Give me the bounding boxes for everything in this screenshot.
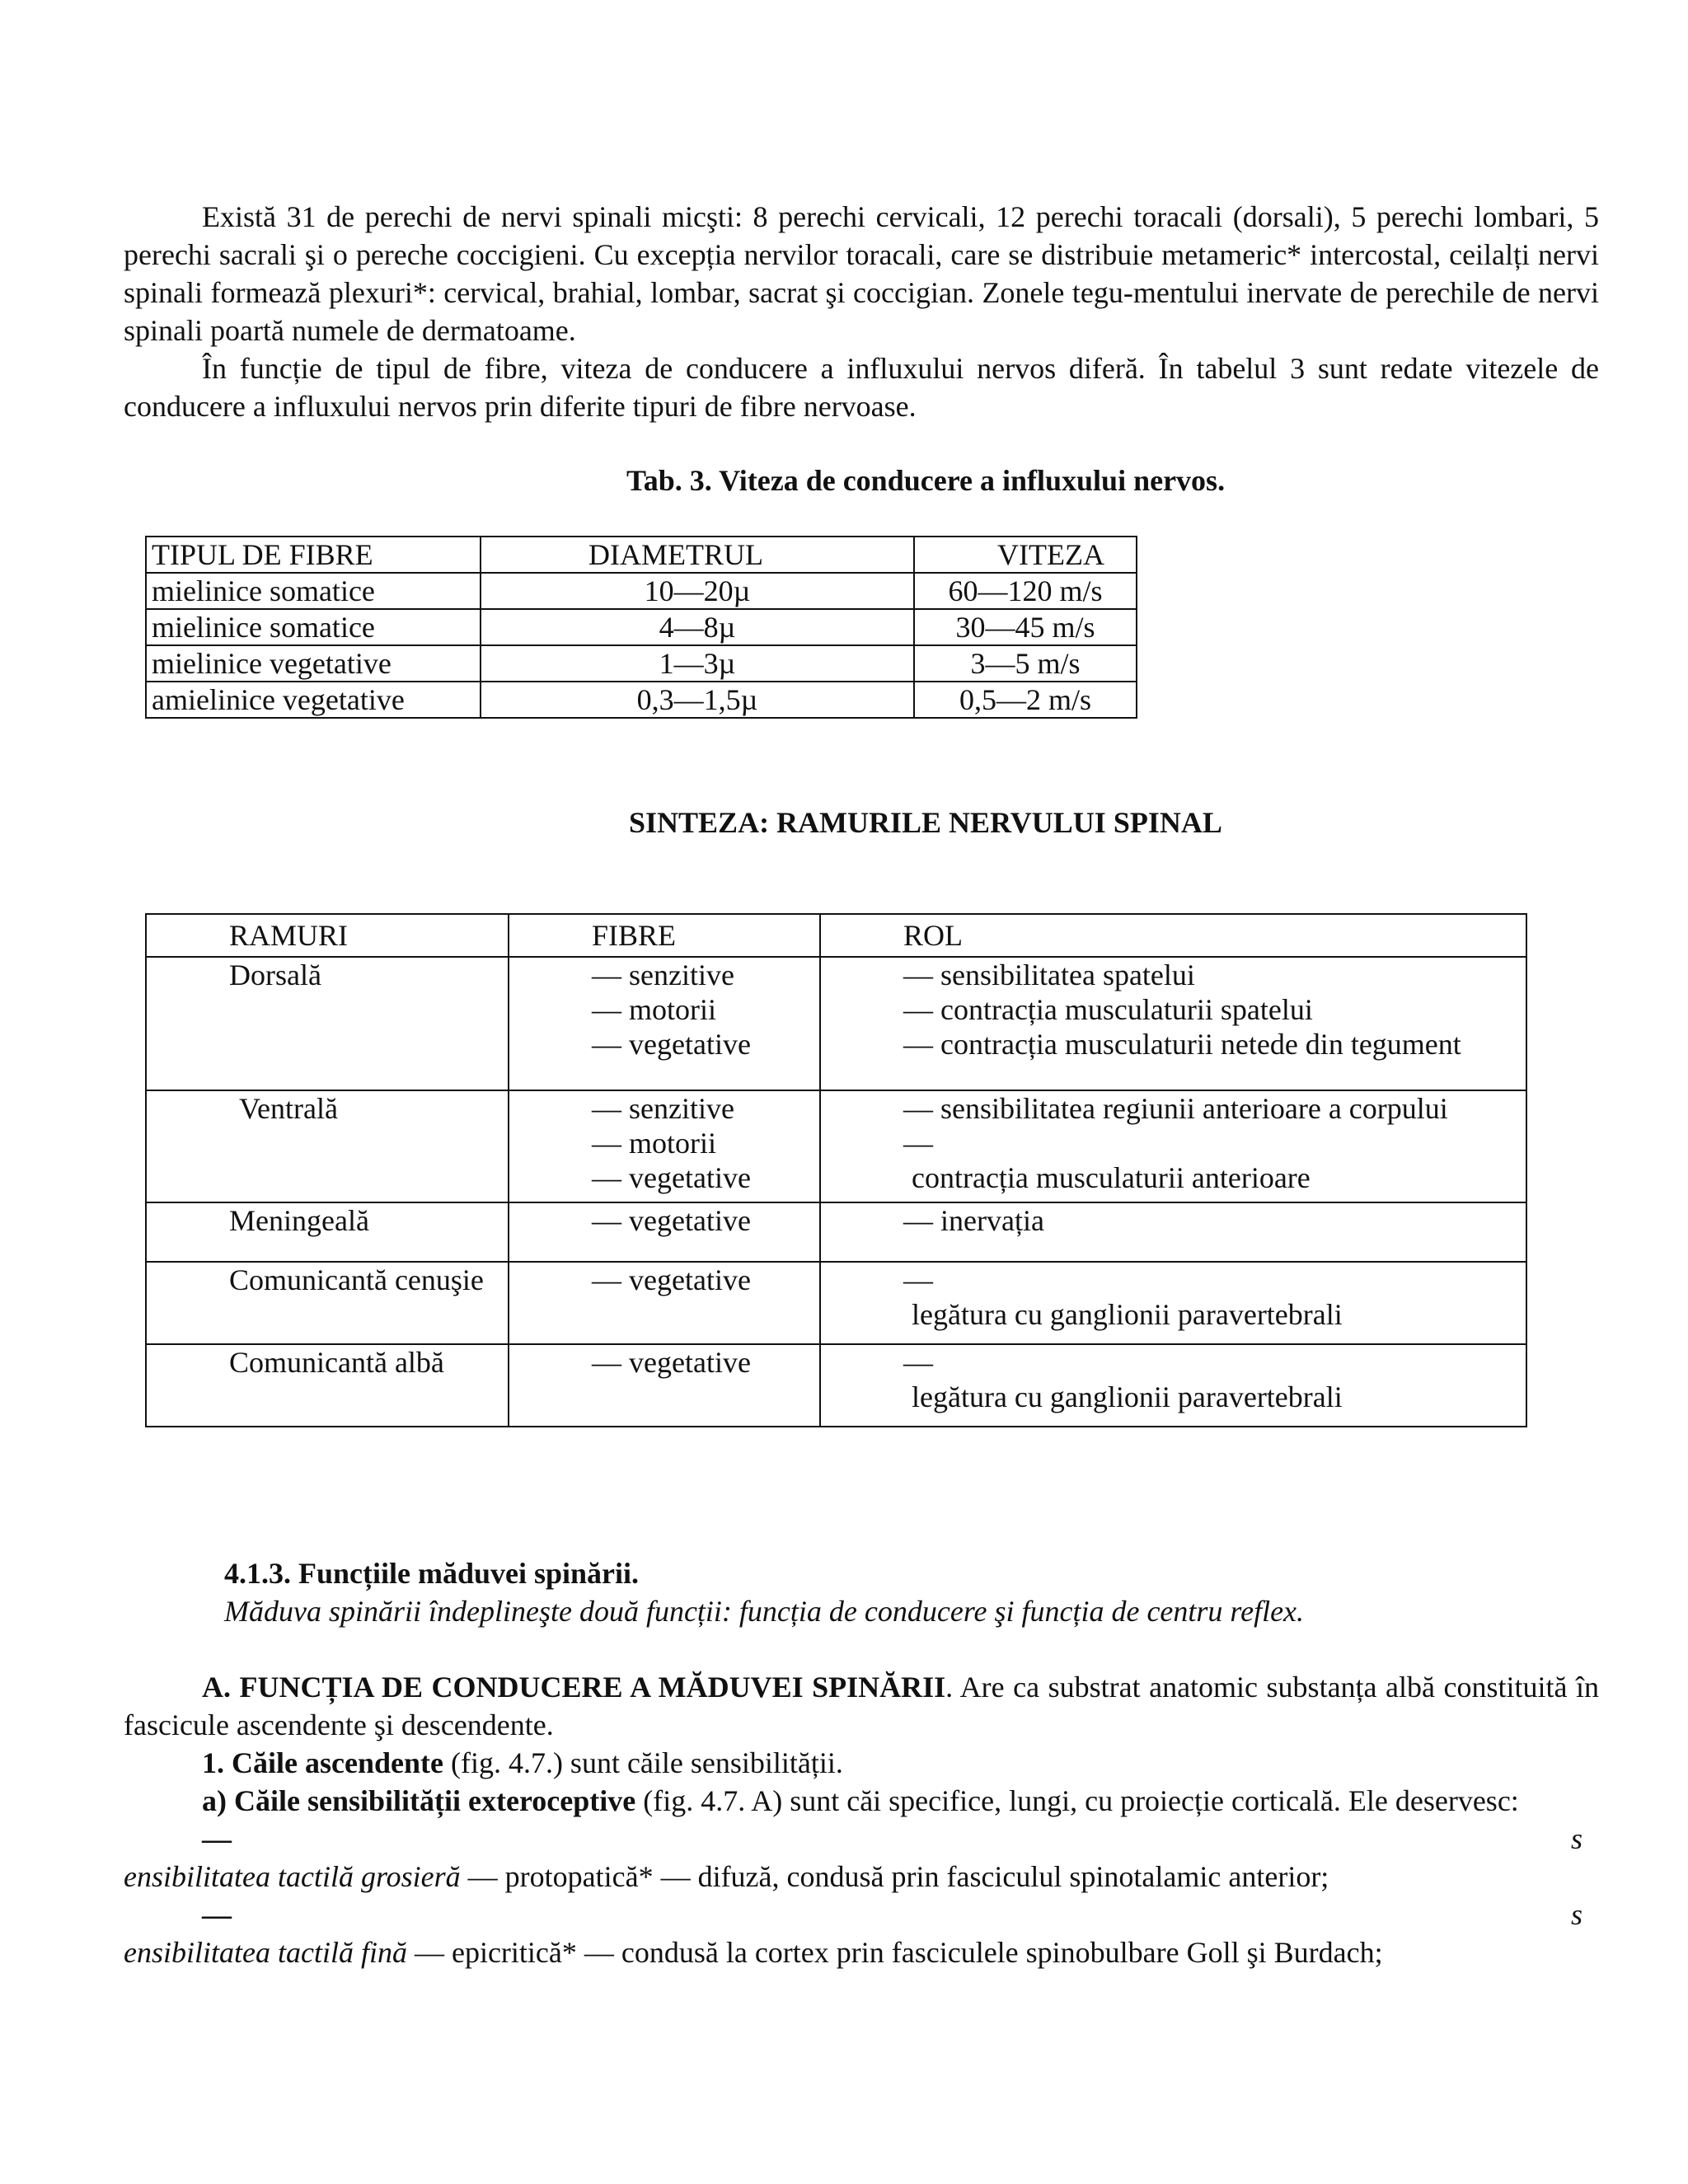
list-item-1-marker [124,1820,1599,1858]
sinteza-fibre-cell [509,957,820,1090]
sinteza-ramura-cell: Comunicantă albă [146,1344,509,1427]
sinteza-row [146,1202,1526,1262]
sinteza-fibre-cell [509,1262,820,1344]
section-subtitle: Măduva spinării îndeplineşte două funcții: funcția de conducere şi funcția de centru reflex. [224,1595,1305,1628]
intro-paragraph-1: Există 31 de perechi de nervi spinali micşti: 8 perechi cervicali, 12 perechi toracali (dorsali), 5 perechi lombari, 5 perechi sacrali şi o pereche coccigieni. Cu excepția nervilor toracali, care se distribuie metameric* intercostal, ceilalți nervi spinali formează plexuri*: cervical, brahial, lombar, sacrat şi coccigian. Zonele tegu-mentului inervate de perechile de nervi spinali poartă numele de dermatoame. [124,200,1599,347]
sinteza-header-row [146,914,1526,957]
list-item-1 [124,1858,1599,1896]
list-item-2 [124,1933,1599,1971]
rol-line: legătura cu ganglionii paravertebrali [912,1380,1343,1413]
table3-cell: mielinice somatice [146,609,481,645]
table3-header-cell: DIAMETRUL [481,537,914,573]
sinteza-table [145,913,1527,1427]
wrapped-letter: s [1570,1898,1582,1931]
rol-line: — [903,1346,933,1379]
paragraph-a [124,1668,1599,1744]
paragraph-1-text: (fig. 4.7.) sunt căile sensibilității. [443,1746,843,1779]
table3-row [146,645,1137,682]
list-item-2-italic: ensibilitatea tactilă fină [124,1936,407,1969]
table3-cell: mielinice somatice [146,573,481,609]
list-item-1-text: — protopatică* — difuză, condusă prin fasciculul spinotalamic anterior; [460,1860,1329,1893]
paragraph-a-sub-text: (fig. 4.7. A) sunt căi specifice, lungi, cu proiecție corticală. Ele deservesc: [635,1784,1519,1817]
list-item-2-text: — epicritică* — condusă la cortex prin fasciculele spinobulbare Goll şi Burdach; [406,1936,1383,1969]
table3-cell: 4—8µ [481,609,914,645]
sinteza-title: SINTEZA: RAMURILE NERVULUI SPINAL [629,806,1222,839]
sinteza-rol-cell [820,1262,1526,1344]
paragraph-a-sub-title: a) Căile sensibilității exteroceptive [202,1784,636,1817]
list-item-2-marker [124,1896,1599,1933]
fibre-line: — motorii [592,993,716,1026]
rol-line: — inervația [903,1204,1044,1237]
section-heading: 4.1.3. Funcțiile măduvei spinării. [224,1557,640,1590]
rol-line: — contracția musculaturii spatelui [903,993,1313,1026]
wrapped-letter: s [1570,1822,1582,1855]
sinteza-fibre-cell [509,1090,820,1202]
dash-marker: — [202,1898,232,1931]
sinteza-rol-cell [820,1090,1526,1202]
sinteza-row [146,1344,1526,1427]
sinteza-header-cell: ROL [820,914,1526,957]
intro-text [124,198,1599,425]
table3-cell: 30—45 m/s [914,609,1137,645]
table3-row [146,609,1137,645]
fibre-line: — vegetative [592,1346,751,1379]
intro-paragraph-2: În funcție de tipul de fibre, viteza de conducere a influxului nervos diferă. În tabelul 3 sunt redate vitezele de conducere a influxului nervos prin diferite tipuri de fibre nervoase. [124,352,1599,423]
sinteza-row [146,1262,1526,1344]
paragraph-a-sub [124,1782,1599,1820]
section-functions [124,1554,1599,1971]
table3-cell: 60—120 m/s [914,573,1137,609]
fibre-line: — motorii [592,1127,716,1160]
table3-cell: amielinice vegetative [146,682,481,718]
fibre-line: — vegetative [592,1263,751,1296]
table3-header-row [146,537,1137,573]
sinteza-ramura-cell: Dorsală [146,957,509,1090]
sinteza-rol-cell [820,1344,1526,1427]
sinteza-header-cell: FIBRE [509,914,820,957]
fibre-line: — vegetative [592,1028,751,1061]
table3-header-cell: VITEZA [914,537,1137,573]
paragraph-a-title: A. FUNCȚIA DE CONDUCERE A MĂDUVEI SPINĂRII [202,1671,946,1704]
sinteza-row [146,957,1526,1090]
table3-cell: 10—20µ [481,573,914,609]
rol-line: — [903,1127,933,1160]
fibre-line: — vegetative [592,1161,751,1194]
sinteza-ramura-cell: Comunicantă cenuşie [146,1262,509,1344]
paragraph-a-text: . Are ca substrat anatomic substanța albă constituită în fascicule ascendente şi descendente. [124,1671,1599,1741]
table3-title: Tab. 3. Viteza de conducere a influxului nervos. [626,464,1226,497]
table3-row [146,682,1137,718]
table3-row [146,573,1137,609]
sinteza-ramura-cell: Ventrală [146,1090,509,1202]
sinteza-fibre-cell [509,1202,820,1262]
rol-line: — [903,1263,933,1296]
fibre-line: — vegetative [592,1204,751,1237]
sinteza-rol-cell [820,957,1526,1090]
table3-cell: 0,3—1,5µ [481,682,914,718]
rol-line: — sensibilitatea spatelui [903,958,1195,991]
sinteza-header-cell: RAMURI [146,914,509,957]
sinteza-fibre-cell [509,1344,820,1427]
table3-cell: 1—3µ [481,645,914,682]
sinteza-ramura-cell: Meningeală [146,1202,509,1262]
rol-line: contracția musculaturii anterioare [912,1161,1311,1194]
sinteza-rol-cell [820,1202,1526,1262]
table3-cell: 0,5—2 m/s [914,682,1137,718]
rol-line: — contracția musculaturii netede din tegument [903,1028,1461,1061]
table3-cell: 3—5 m/s [914,645,1137,682]
fibre-line: — senzitive [592,1092,734,1125]
paragraph-1 [124,1744,1599,1782]
list-item-1-italic: ensibilitatea tactilă grosieră [124,1860,461,1893]
table3-conduction-speed [145,536,1137,719]
paragraph-1-title: 1. Căile ascendente [202,1746,443,1779]
rol-line: — sensibilitatea regiunii anterioare a corpului [903,1092,1448,1125]
rol-line: legătura cu ganglionii paravertebrali [912,1298,1343,1331]
dash-marker: — [202,1822,232,1855]
table3-header-cell: TIPUL DE FIBRE [146,537,481,573]
sinteza-row [146,1090,1526,1202]
table3-cell: mielinice vegetative [146,645,481,682]
fibre-line: — senzitive [592,958,734,991]
